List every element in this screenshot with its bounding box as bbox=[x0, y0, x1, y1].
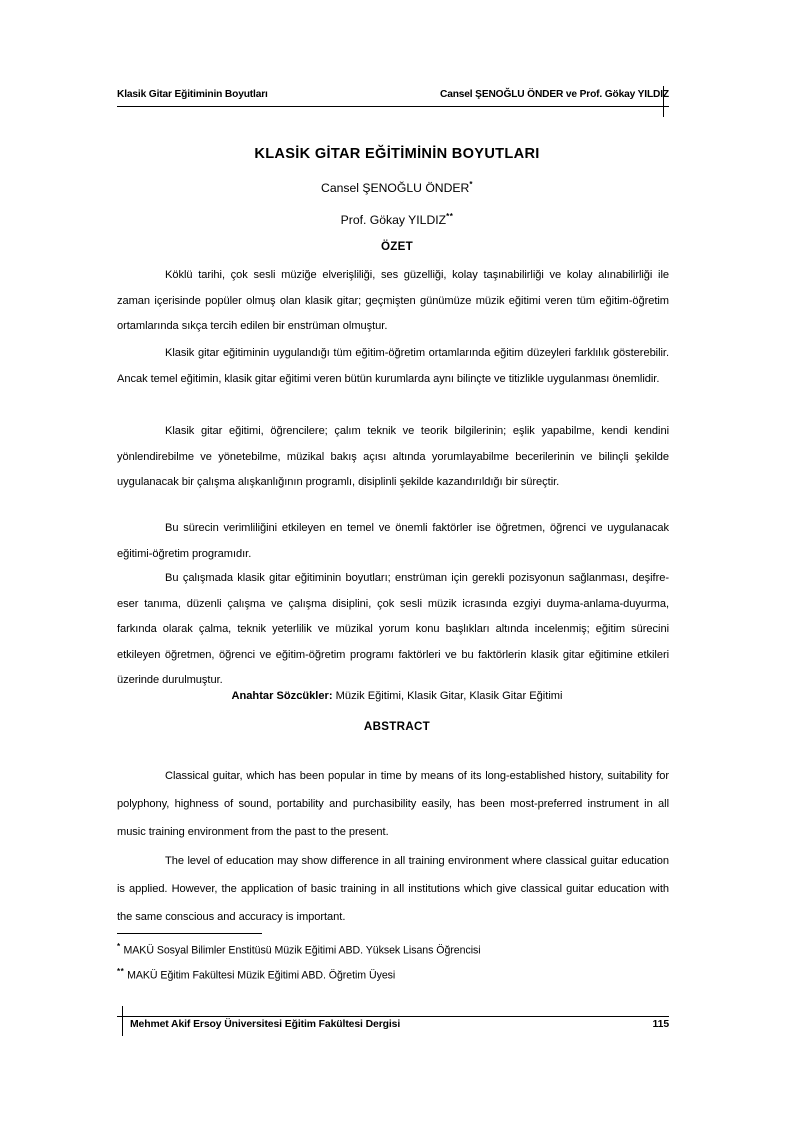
footnote-two bbox=[117, 967, 669, 982]
running-head bbox=[117, 89, 669, 100]
section-heading-abstract: ABSTRACT bbox=[363, 720, 431, 733]
keywords-label: Anahtar Sözcükler: bbox=[231, 690, 333, 702]
header-right-tick bbox=[663, 86, 664, 117]
abstract-tr-paragraph-4-wrap bbox=[117, 516, 669, 567]
abstract-en-paragraph-1: Classical guitar, which has been popular in time by means of its long-established history, suitability for polyphony, highness of sound, portability and purchasibility easily, has been most-preferred instrument in all music training environment from the past to the present. bbox=[117, 770, 669, 838]
footnote-separator-rule bbox=[117, 933, 262, 934]
footnote-one bbox=[117, 942, 669, 957]
keywords-line bbox=[0, 690, 794, 702]
abstract-tr-paragraph-3: Klasik gitar eğitimi, öğrencilere; çalım teknik ve teorik bilgilerinin; eşlik yapabilme, kendi kendini yönlendirebilme ve yönetebilme, müzikal bakış açısı altında yorumlayabilme becerilerinin ve bilinçli şekilde uygulanacak bir çalışma alışkanlığının programlı, disiplinli şekilde kazandırıldığı bir süreçtir. bbox=[117, 425, 669, 488]
footer-page-number: 115 bbox=[652, 1019, 669, 1030]
author-secondary-name: Prof. Gökay YILDIZ bbox=[340, 213, 447, 228]
abstract-en-paragraph-1-wrap bbox=[117, 762, 669, 846]
keywords-value: Müzik Eğitimi, Klasik Gitar, Klasik Gitar Eğitimi bbox=[332, 690, 563, 702]
footnote-two-text: MAKÜ Eğitim Fakültesi Müzik Eğitimi ABD. Öğretim Üyesi bbox=[124, 969, 396, 982]
section-heading-ozet: ÖZET bbox=[380, 240, 414, 253]
footnote-one-marker: * bbox=[117, 942, 121, 951]
abstract-en-paragraph-2-wrap bbox=[117, 847, 669, 931]
abstract-tr-paragraph-4: Bu sürecin verimliliğini etkileyen en temel ve önemli faktörler ise öğretmen, öğrenci ve uygulanacak eğitimi-öğretim programıdır. bbox=[117, 522, 669, 560]
author-primary-footnote-marker: * bbox=[469, 180, 473, 189]
abstract-tr-paragraph-5-wrap bbox=[117, 566, 669, 694]
abstract-tr-paragraph-1-wrap bbox=[117, 263, 669, 340]
page-footer bbox=[130, 1019, 669, 1030]
author-secondary bbox=[0, 212, 794, 227]
page-title: KLASİK GİTAR EĞİTİMİNİN BOYUTLARI bbox=[254, 146, 540, 162]
footer-left-tick bbox=[122, 1006, 123, 1036]
header-rule bbox=[117, 106, 669, 107]
running-head-right: Cansel ŞENOĞLU ÖNDER ve Prof. Gökay YILDIZ bbox=[439, 89, 669, 100]
author-secondary-footnote-marker: ** bbox=[446, 212, 454, 221]
abstract-tr-paragraph-2-wrap bbox=[117, 341, 669, 392]
abstract-tr-paragraph-3-wrap bbox=[117, 419, 669, 496]
abstract-tr-paragraph-5: Bu çalışmada klasik gitar eğitiminin boyutları; enstrüman için gerekli pozisyonun sağlanması, deşifre-eser tanıma, düzenli çalışma ve çalışma disiplini, çok sesli müzik icrasında ezgiyi duyma-anlama-duyurma, farkında olarak çalma, teknik yeterlilik ve müzikal yorum konu başlıkları altında incelenmiş; eğitim sürecini etkileyen öğretmen, öğrenci ve eğitim-öğretim programı faktörleri ve bu faktörlerin klasik gitar eğitimine etkileri üzerinde durulmuştur. bbox=[117, 572, 669, 686]
footer-journal-name: Mehmet Akif Ersoy Üniversitesi Eğitim Fakültesi Dergisi bbox=[130, 1019, 401, 1030]
abstract-tr-paragraph-1: Köklü tarihi, çok sesli müziğe elverişliliği, ses güzelliği, kolay taşınabilirliği ve kolay alınabilirliği ile zaman içerisinde popüler olmuş olan klasik gitar; geçmişten günümüze müzik eğitimi veren tüm eğitim-öğretim ortamlarında sıkça tercih edilen bir enstrüman olmuştur. bbox=[117, 269, 669, 332]
author-primary-name: Cansel ŞENOĞLU ÖNDER bbox=[321, 181, 470, 196]
footnote-two-marker: ** bbox=[117, 967, 125, 976]
author-primary bbox=[0, 180, 794, 195]
footnote-one-text: MAKÜ Sosyal Bilimler Enstitüsü Müzik Eğitimi ABD. Yüksek Lisans Öğrencisi bbox=[120, 944, 481, 957]
abstract-tr-paragraph-2: Klasik gitar eğitiminin uygulandığı tüm eğitim-öğretim ortamlarında eğitim düzeyleri farklılık gösterebilir. Ancak temel eğitimin, klasik gitar eğitimi veren bütün kurumlarda aynı bilinçte ve titizlikle uygulanması önemlidir. bbox=[117, 347, 669, 385]
abstract-en-paragraph-2: The level of education may show difference in all training environment where classical guitar education is applied. However, the application of basic training in all institutions which give classical guitar education with the same conscious and accuracy is important. bbox=[117, 855, 669, 923]
footer-rule bbox=[117, 1016, 669, 1017]
running-head-left: Klasik Gitar Eğitiminin Boyutları bbox=[117, 89, 268, 100]
